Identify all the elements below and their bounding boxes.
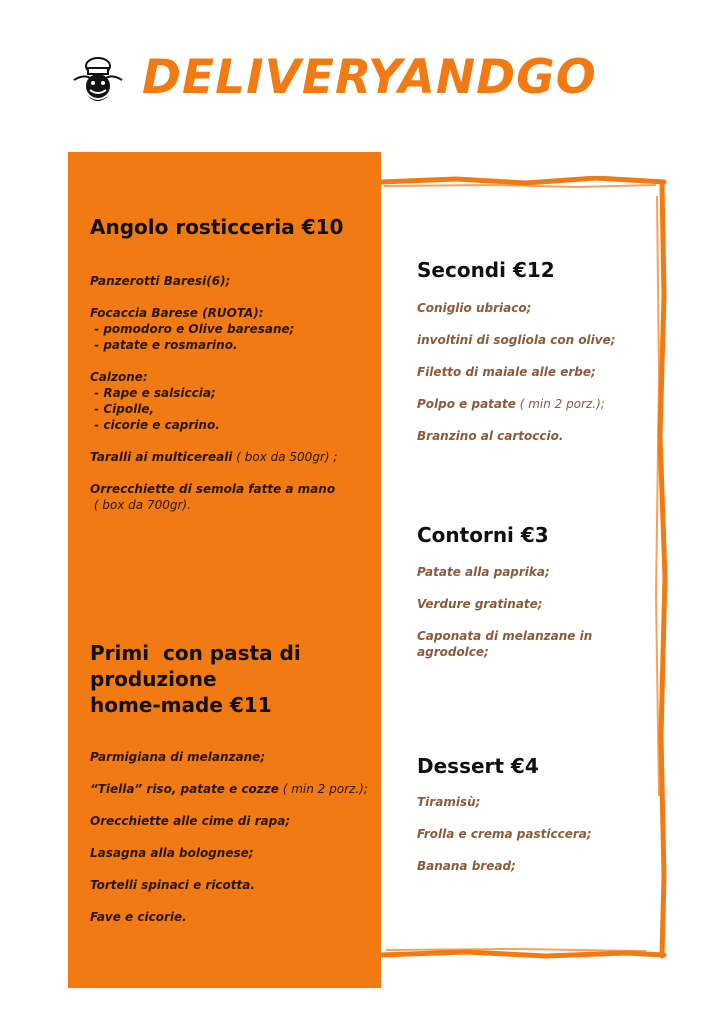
rosticceria-title: Angolo rosticceria €10 [90,215,344,239]
header [70,48,670,108]
list-item: Branzino al cartoccio. [417,429,564,443]
list-item: “Tiella” riso, patate e cozze ( min 2 porz.); [90,782,368,796]
contorni-list [417,564,667,676]
list-item: Banana bread; [417,859,516,873]
list-item: - Cipolle, [90,402,155,416]
list-item: Taralli ai multicereali ( box da 500gr) ; [90,450,338,464]
primi-list [90,749,380,941]
list-item: Calzone: [90,370,148,384]
list-item: Patate alla paprika; [417,565,550,579]
secondi-list [417,300,667,460]
chef-mascot-icon [70,54,126,104]
list-item: - patate e rosmarino. [90,338,238,352]
primi-title-line: Primi con pasta di [90,641,301,665]
list-item: involtini di sogliola con olive; [417,333,616,347]
contorni-title: Contorni €3 [417,523,549,547]
brand-title: DELIVERYANDGO [142,50,597,105]
list-item: Tortelli spinaci e ricotta. [90,878,255,892]
list-item: Verdure gratinate; [417,597,543,611]
list-item: Lasagna alla bolognese; [90,846,254,860]
list-item: - pomodoro e Olive baresane; [90,322,295,336]
list-item: - cicorie e caprino. [90,418,220,432]
list-item: agrodolce; [417,645,489,659]
list-item: Fave e cicorie. [90,910,187,924]
rosticceria-list [90,273,380,513]
secondi-title: Secondi €12 [417,258,555,282]
list-item: Panzerotti Baresi(6); [90,274,231,288]
primi-title [90,640,301,718]
primi-title-line: home-made €11 [90,693,272,717]
list-item: Parmigiana di melanzane; [90,750,266,764]
list-item: Orrecchiette di semola fatte a mano [90,482,336,496]
list-item: Caponata di melanzane in [417,629,593,643]
list-item: Filetto di maiale alle erbe; [417,365,596,379]
list-item: Tiramisù; [417,795,481,809]
dessert-title: Dessert €4 [417,754,539,778]
list-item: - Rape e salsiccia; [90,386,216,400]
dessert-list [417,794,667,890]
list-item: Focaccia Barese (RUOTA): [90,306,264,320]
list-item: Polpo e patate ( min 2 porz.); [417,397,605,411]
list-item: ( box da 700gr). [90,498,191,512]
primi-title-line: produzione [90,667,217,691]
list-item: Coniglio ubriaco; [417,301,532,315]
list-item: Orecchiette alle cime di rapa; [90,814,291,828]
list-item: Frolla e crema pasticcera; [417,827,592,841]
